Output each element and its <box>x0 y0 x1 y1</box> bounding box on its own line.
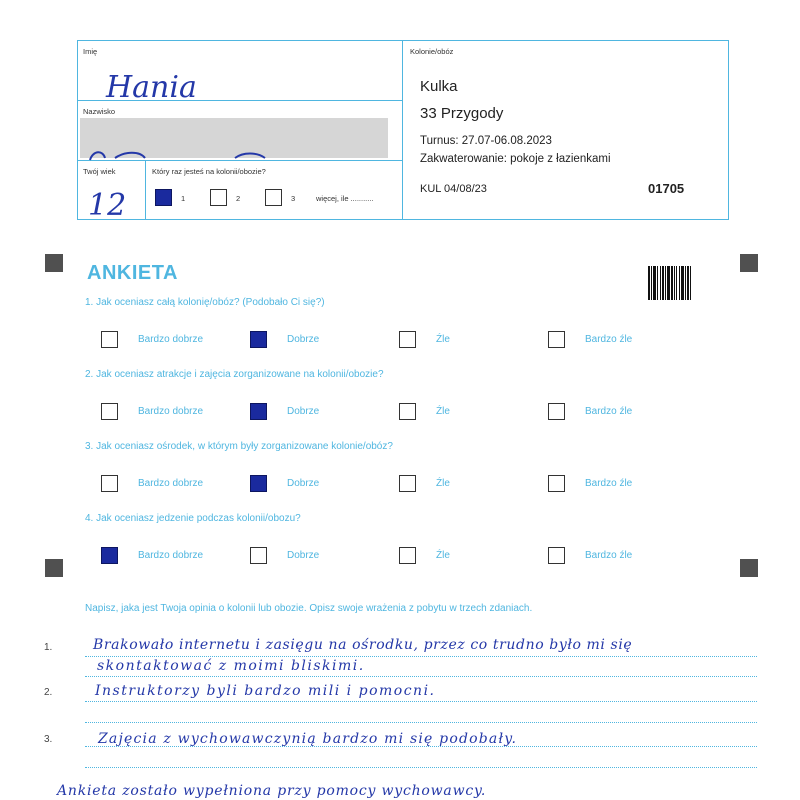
answer-line <box>85 722 757 723</box>
question-4-checkbox-3[interactable] <box>399 547 416 564</box>
question-1-option-2-label: Dobrze <box>287 334 320 345</box>
question-4-text: 4. Jak oceniasz jedzenie podczas kolonii/obozu? <box>85 513 301 524</box>
wiek-value[interactable]: 12 <box>88 188 127 223</box>
answer-text-3[interactable]: Zajęcia z wychowawczynią bardzo mi się podobały. <box>98 731 518 747</box>
footer-note: Ankieta zostało wypełniona przy pomocy wychowawcy. <box>57 783 487 799</box>
question-4-option-2-label: Dobrze <box>287 550 320 561</box>
nazwisko-handwriting-remnant <box>85 148 275 162</box>
question-2-option-2-label: Dobrze <box>287 406 320 417</box>
question-2-option-4-label: Bardzo źle <box>585 406 633 417</box>
zakwaterowanie-label: Zakwaterowanie: <box>420 153 507 165</box>
registration-marker <box>45 254 63 272</box>
kolonie-label: Kolonie/obóz <box>410 47 454 56</box>
answer-line <box>85 767 757 768</box>
zakwaterowanie-row <box>420 153 611 165</box>
wiek-label: Twój wiek <box>83 167 116 176</box>
question-3-checkbox-3[interactable] <box>399 475 416 492</box>
line-number-3: 3. <box>44 734 53 745</box>
form-number: 01705 <box>648 181 685 196</box>
question-4-option-4-label: Bardzo źle <box>585 550 633 561</box>
question-2-checkbox-2[interactable] <box>250 403 267 420</box>
barcode <box>648 266 701 300</box>
question-4-checkbox-2[interactable] <box>250 547 267 564</box>
question-1-checkbox-4[interactable] <box>548 331 565 348</box>
ktory-raz-option-1: 1 <box>181 194 186 203</box>
imie-value[interactable]: Hania <box>106 70 197 105</box>
zakwaterowanie-value: pokoje z łazienkami <box>510 153 611 165</box>
line-number-1: 1. <box>44 642 53 653</box>
survey-title: ANKIETA <box>87 262 178 284</box>
ktory-raz-label: Który raz jesteś na kolonii/obozie? <box>152 167 266 176</box>
header-col-line <box>145 160 146 220</box>
ktory-raz-option-2: 2 <box>236 194 241 203</box>
answer-text-2[interactable]: Instruktorzy byli bardzo mili i pomocni. <box>95 683 436 699</box>
answer-line <box>85 701 757 702</box>
turnus-value: 27.07-06.08.2023 <box>461 135 552 147</box>
question-3-option-3-label: Źle <box>436 478 450 489</box>
wiecej-label: więcej, ile ........... <box>316 194 374 203</box>
camp-name: Kulka <box>420 78 458 95</box>
question-3-checkbox-2[interactable] <box>250 475 267 492</box>
registration-marker <box>740 254 758 272</box>
camp-title: 33 Przygody <box>420 105 504 122</box>
question-4-option-3-label: Źle <box>436 550 450 561</box>
turnus-label: Turnus: <box>420 135 459 147</box>
barcode-bar <box>691 266 693 300</box>
question-3-option-4-label: Bardzo źle <box>585 478 633 489</box>
registration-marker <box>45 559 63 577</box>
question-1-checkbox-3[interactable] <box>399 331 416 348</box>
question-2-text: 2. Jak oceniasz atrakcje i zajęcia zorganizowane na kolonii/obozie? <box>85 369 384 380</box>
question-1-checkbox-2[interactable] <box>250 331 267 348</box>
question-1-text: 1. Jak oceniasz całą kolonię/obóz? (Podobało Ci się?) <box>85 297 325 308</box>
answer-text-1b[interactable]: skontaktować z moimi bliskimi. <box>97 658 365 674</box>
answer-line <box>85 676 757 677</box>
nazwisko-label: Nazwisko <box>83 107 116 116</box>
ktory-raz-checkbox-2[interactable] <box>210 189 227 206</box>
question-2-checkbox-4[interactable] <box>548 403 565 420</box>
registration-marker <box>740 559 758 577</box>
line-number-2: 2. <box>44 687 53 698</box>
question-1-option-4-label: Bardzo źle <box>585 334 633 345</box>
imie-label: Imię <box>83 47 98 56</box>
question-1-checkbox-1[interactable] <box>101 331 118 348</box>
question-2-option-3-label: Źle <box>436 406 450 417</box>
question-4-checkbox-1[interactable] <box>101 547 118 564</box>
question-3-checkbox-4[interactable] <box>548 475 565 492</box>
question-4-checkbox-4[interactable] <box>548 547 565 564</box>
question-4-option-1-label: Bardzo dobrze <box>138 550 204 561</box>
ktory-raz-checkbox-1[interactable] <box>155 189 172 206</box>
answer-line <box>85 656 757 657</box>
question-2-checkbox-3[interactable] <box>399 403 416 420</box>
question-3-option-2-label: Dobrze <box>287 478 320 489</box>
camp-code: KUL 04/08/23 <box>420 183 487 195</box>
turnus-row <box>420 135 552 147</box>
question-1-option-3-label: Źle <box>436 334 450 345</box>
question-3-text: 3. Jak oceniasz ośrodek, w którym były zorganizowane kolonie/obóz? <box>85 441 393 452</box>
question-1-option-1-label: Bardzo dobrze <box>138 334 204 345</box>
header-divider <box>402 40 403 220</box>
question-2-option-1-label: Bardzo dobrze <box>138 406 204 417</box>
opinion-prompt: Napisz, jaka jest Twoja opinia o kolonii lub obozie. Opisz swoje wrażenia z pobytu w trzech zdaniach. <box>85 603 533 614</box>
answer-text-1a[interactable]: Brakowało internetu i zasięgu na ośrodku, przez co trudno było mi się <box>93 637 633 653</box>
ktory-raz-checkbox-3[interactable] <box>265 189 282 206</box>
question-2-checkbox-1[interactable] <box>101 403 118 420</box>
question-3-option-1-label: Bardzo dobrze <box>138 478 204 489</box>
question-3-checkbox-1[interactable] <box>101 475 118 492</box>
ktory-raz-option-3: 3 <box>291 194 296 203</box>
